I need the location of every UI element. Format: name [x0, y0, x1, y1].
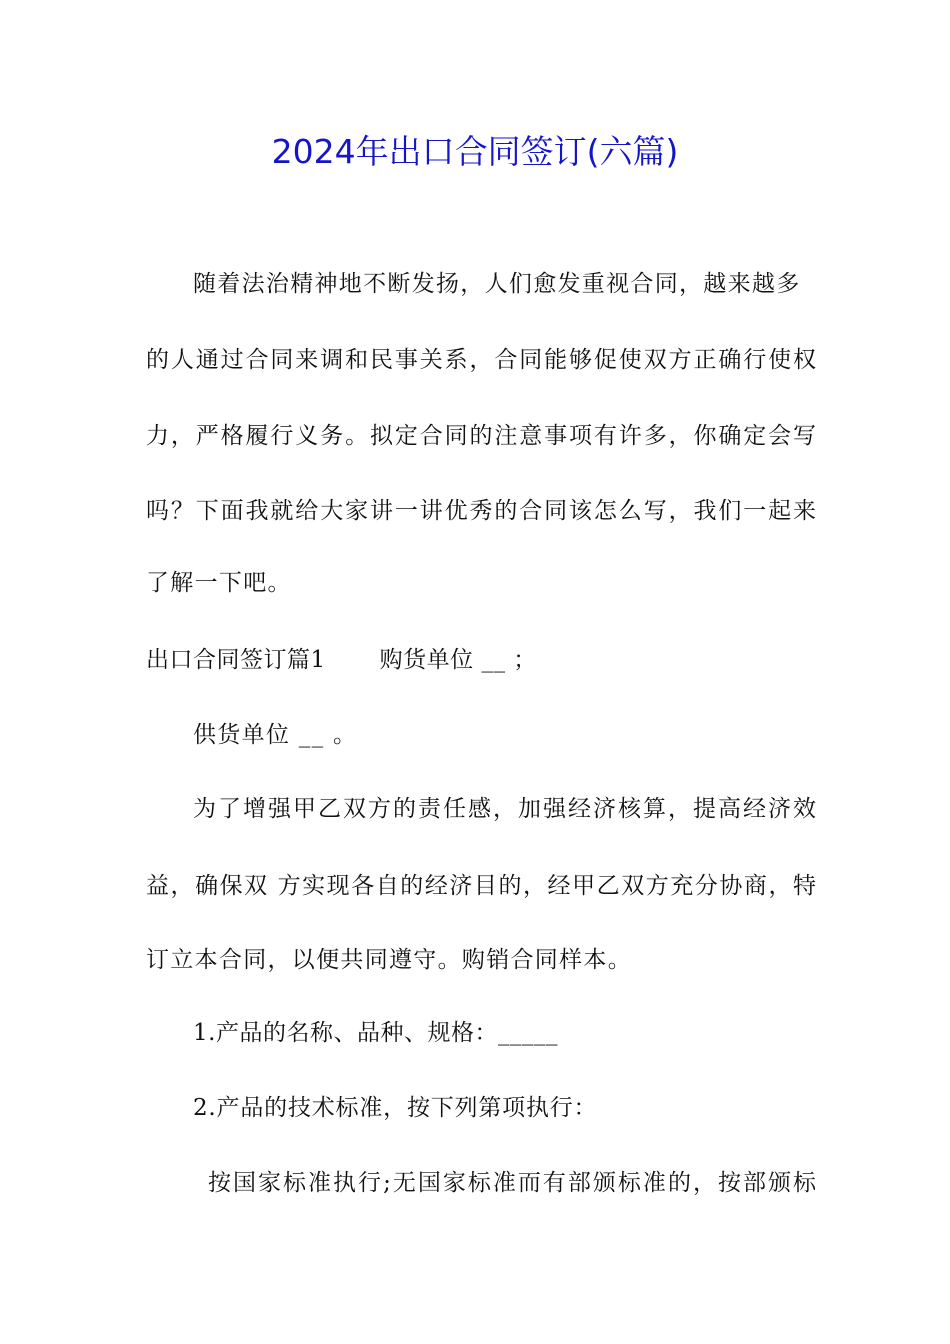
purpose-line-1: 为了增强甲乙双方的责任感，加强经济核算，提高经济效: [193, 796, 816, 822]
document-title: 2024年出口合同签订(六篇): [271, 132, 679, 171]
supplier-line: 供货单位 __ 。: [193, 722, 358, 748]
item-2-detail: 按国家标准执行;无国家标准而有部颁标准的，按部颁标: [208, 1170, 816, 1196]
intro-line-1: 随着法治精神地不断发扬，人们愈发重视合同，越来越多: [193, 271, 801, 297]
buyer-line: 购货单位 __ ；: [379, 647, 537, 673]
purpose-line-2: 益，确保双 方实现各自的经济目的，经甲乙双方充分协商，特: [146, 873, 816, 899]
intro-line-4: 吗？下面我就给大家讲一讲优秀的合同该怎么写，我们一起来: [146, 498, 816, 524]
item-1: 1.产品的名称、品种、规格：_____: [193, 1020, 558, 1046]
intro-line-5: 了解一下吧。: [146, 570, 292, 596]
section-heading: 出口合同签订篇1: [146, 647, 326, 673]
intro-line-3: 力，严格履行义务。拟定合同的注意事项有许多，你确定会写: [146, 423, 816, 449]
intro-line-2: 的人通过合同来调和民事关系，合同能够促使双方正确行使权: [146, 347, 816, 373]
section-heading-line: [146, 643, 816, 677]
item-2: 2.产品的技术标准，按下列第项执行：: [193, 1095, 598, 1121]
purpose-line-3: 订立本合同，以便共同遵守。购销合同样本。: [146, 947, 632, 973]
